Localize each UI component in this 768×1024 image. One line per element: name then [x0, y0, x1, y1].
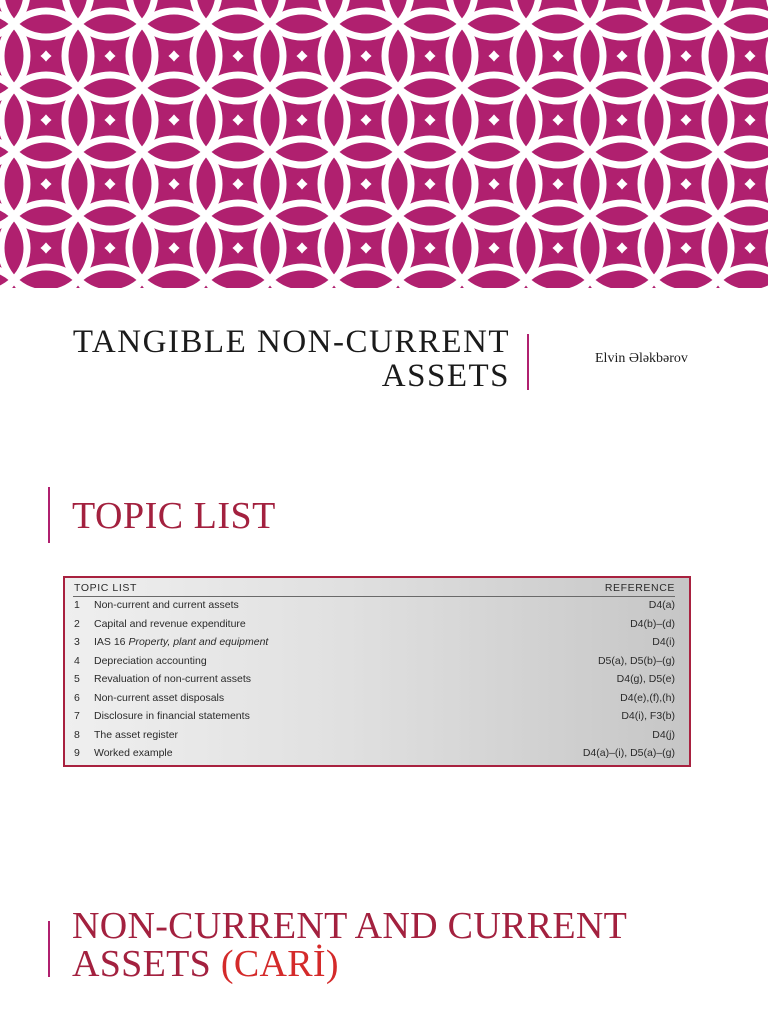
table-header-topic: TOPIC LIST — [74, 582, 137, 594]
slide-title — [73, 325, 510, 393]
row-number: 5 — [74, 673, 80, 685]
table-row — [73, 636, 675, 652]
section-title-highlight: (CARİ) — [220, 943, 339, 985]
table-row — [73, 710, 675, 726]
row-number: 9 — [74, 747, 80, 759]
row-reference: D4(i) — [652, 636, 675, 648]
table-row — [73, 655, 675, 671]
row-topic — [94, 636, 268, 648]
row-number: 2 — [74, 617, 80, 630]
row-topic: Disclosure in financial statements — [94, 710, 250, 722]
row-number: 7 — [74, 710, 80, 722]
row-reference: D4(g), D5(e) — [616, 673, 675, 685]
row-topic-plain: IAS 16 — [94, 636, 129, 648]
section-title — [72, 907, 627, 983]
section-divider — [48, 921, 50, 977]
row-reference: D4(j) — [652, 728, 675, 741]
row-topic: Worked example — [94, 747, 173, 759]
table-row — [73, 599, 675, 615]
row-topic-italic: Property, plant and equipment — [128, 636, 269, 648]
row-topic: Depreciation accounting — [94, 654, 207, 667]
row-number: 8 — [74, 728, 80, 741]
row-number: 1 — [74, 599, 80, 611]
row-reference: D4(e),(f),(h) — [620, 691, 675, 704]
row-number: 3 — [74, 636, 80, 648]
table-header — [73, 582, 675, 597]
decorative-pattern-banner — [0, 0, 768, 288]
row-topic: Revaluation of non-current assets — [94, 673, 252, 685]
section-title-line1: NON-CURRENT AND CURRENT — [72, 905, 628, 947]
topic-list-table — [63, 576, 691, 767]
row-reference: D4(i), F3(b) — [621, 710, 675, 722]
row-number: 4 — [74, 654, 80, 667]
slide-title-line2: ASSETS — [381, 358, 510, 394]
row-reference: D4(a)–(i), D5(a)–(g) — [582, 747, 675, 759]
table-header-reference: REFERENCE — [604, 582, 675, 594]
row-reference: D5(a), D5(b)–(g) — [597, 654, 675, 667]
row-topic: The asset register — [94, 728, 179, 741]
row-reference: D4(a) — [648, 599, 675, 611]
row-number: 6 — [74, 691, 80, 704]
row-topic: Non-current asset disposals — [94, 691, 225, 704]
topic-heading: TOPIC LIST — [72, 495, 276, 537]
title-divider — [527, 334, 529, 390]
table-row — [73, 692, 675, 708]
section-title-line2 — [72, 945, 627, 983]
row-reference: D4(b)–(d) — [630, 617, 675, 630]
table-row — [73, 673, 675, 689]
table-row — [73, 729, 675, 745]
row-topic: Non-current and current assets — [94, 599, 239, 611]
row-topic: Capital and revenue expenditure — [94, 617, 246, 630]
table-row — [73, 618, 675, 634]
table-row — [73, 747, 675, 763]
topic-divider — [48, 487, 50, 543]
slide-title-line1: TANGIBLE NON-CURRENT — [72, 324, 510, 360]
section-title-line2-text: ASSETS — [72, 943, 221, 985]
author-name: Elvin Ələkbərov — [595, 351, 688, 366]
